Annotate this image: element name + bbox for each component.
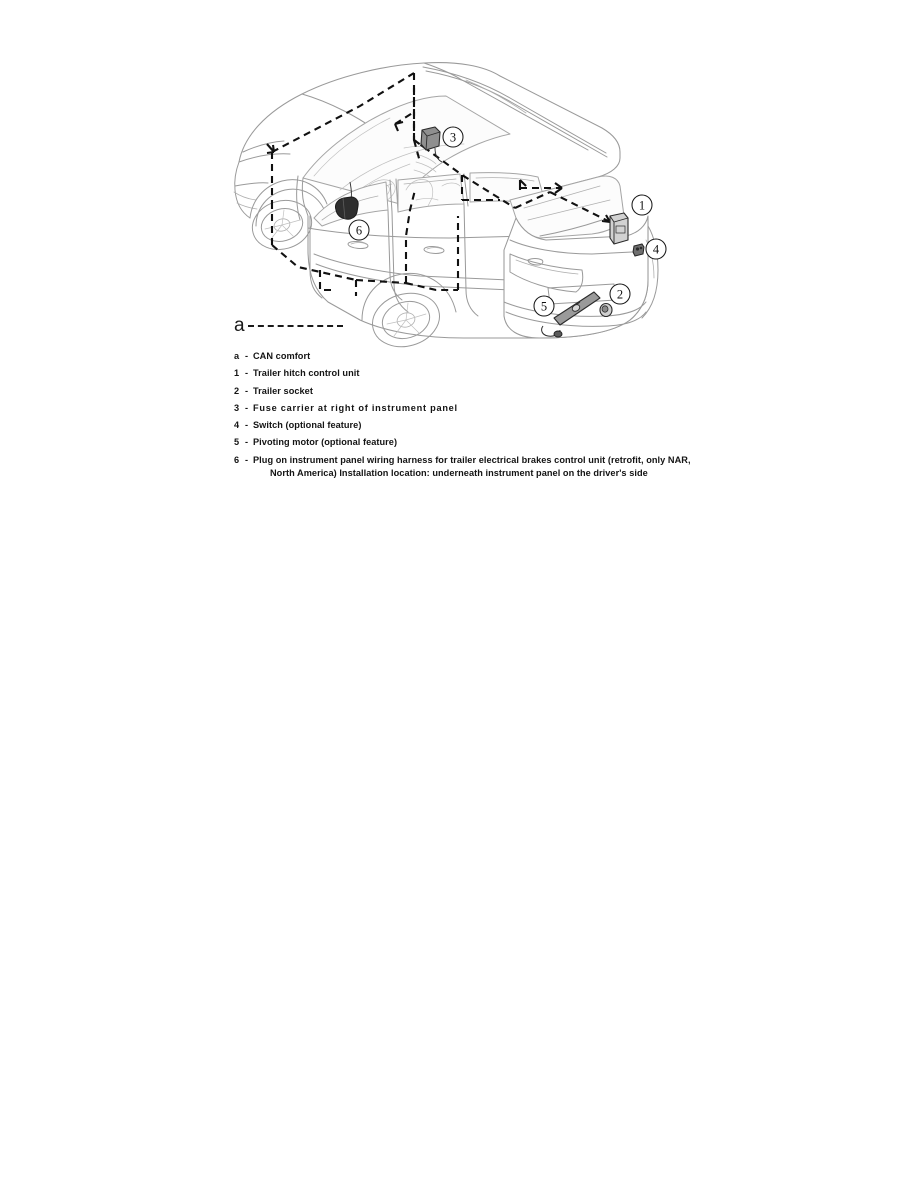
legend-item-6	[234, 455, 794, 481]
legend-item-6-separator: -	[245, 454, 249, 465]
legend-item-5-text: Pivoting motor (optional feature)	[253, 437, 398, 448]
front-wheel	[247, 194, 318, 257]
legend-item-3-separator: -	[245, 402, 249, 413]
callout-6-label: 6	[355, 223, 363, 238]
legend-item-4-text: Switch (optional feature)	[253, 420, 362, 431]
legend-item-5-separator: -	[245, 437, 249, 448]
legend-item-5-index: 5	[234, 437, 240, 448]
legend-key-sample	[234, 313, 794, 337]
legend-item-a-text: CAN comfort	[253, 351, 311, 361]
legend-item-2-index: 2	[234, 385, 240, 396]
callout-3-label: 3	[449, 130, 457, 145]
front-wheel-spokes	[265, 210, 300, 239]
legend-item-2-separator: -	[245, 385, 249, 396]
part-switch	[633, 244, 644, 256]
legend-item-1-separator: -	[245, 368, 249, 379]
legend-item-4-index: 4	[234, 420, 240, 431]
callout-4[interactable]	[646, 239, 666, 259]
callout-5-label: 5	[540, 299, 548, 314]
legend-item-6-line2: North America) Installation location: underneath instrument panel on the driver's side	[270, 468, 648, 479]
vehicle-illustration	[234, 63, 658, 350]
vehicle-component-location-illustration	[210, 40, 710, 350]
legend-item-3	[234, 403, 794, 415]
legend	[234, 313, 794, 486]
legend-item-5	[234, 437, 794, 449]
legend-item-2-text: Trailer socket	[253, 385, 313, 396]
legend-item-6-index: 6	[234, 454, 240, 465]
legend-key-letter: a	[234, 314, 245, 336]
legend-item-6-text	[253, 455, 723, 481]
callout-2-label: 2	[616, 287, 624, 302]
legend-item-2	[234, 386, 794, 398]
callout-1[interactable]	[632, 195, 652, 215]
callout-3[interactable]	[443, 127, 463, 147]
callout-6[interactable]	[349, 220, 369, 240]
legend-item-1-index: 1	[234, 368, 240, 379]
legend-key-dashed-line	[248, 325, 343, 327]
callout-4-label: 4	[652, 242, 660, 257]
legend-item-4	[234, 420, 794, 432]
callout-2[interactable]	[610, 284, 630, 304]
legend-item-list	[234, 351, 794, 480]
part-trailer-hitch-control-unit	[610, 213, 628, 244]
legend-item-1	[234, 368, 794, 380]
legend-item-a	[234, 351, 794, 363]
legend-item-3-index: 3	[234, 402, 240, 413]
legend-item-6-line1: Plug on instrument panel wiring harness for trailer electrical brakes control unit (retrofit, only NAR,	[253, 454, 691, 465]
legend-item-1-text: Trailer hitch control unit	[253, 368, 360, 379]
legend-item-a-index: a	[234, 351, 240, 361]
legend-item-a-separator: -	[245, 351, 249, 361]
legend-item-3-text: Fuse carrier at right of instrument panel	[253, 402, 458, 413]
legend-item-4-separator: -	[245, 420, 249, 431]
callout-1-label: 1	[638, 198, 646, 213]
